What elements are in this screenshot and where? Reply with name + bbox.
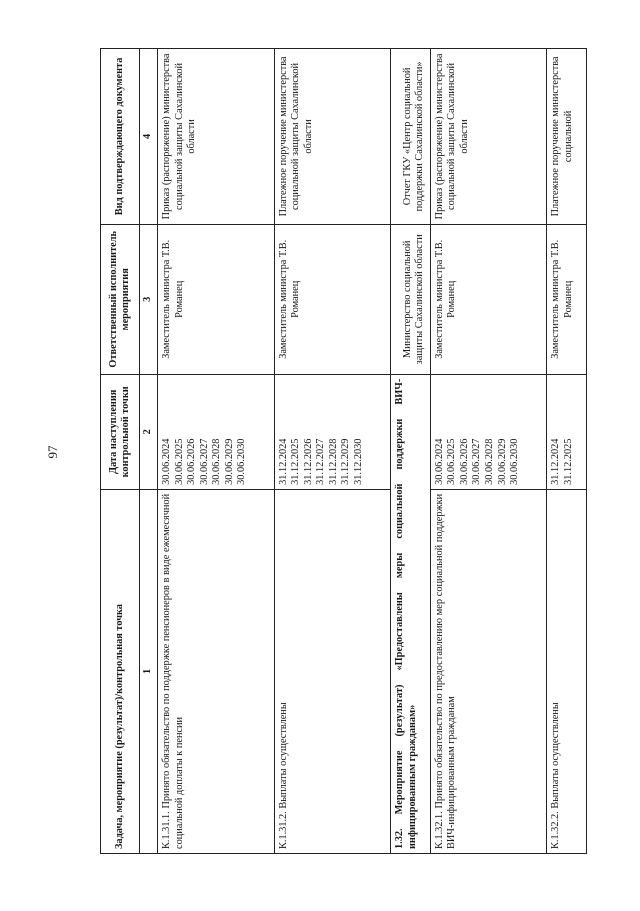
date-value: 30.06.2025 — [173, 438, 185, 485]
date-value: 30.06.2028 — [484, 438, 496, 485]
table-row — [547, 49, 587, 854]
date-value: 31.12.2027 — [315, 438, 327, 485]
date-value: 31.12.2026 — [302, 438, 314, 485]
date-value: 31.12.2025 — [563, 438, 575, 485]
column-number: 1 — [140, 489, 158, 853]
header-responsible: Ответственный исполнитель мероприятия — [101, 224, 140, 374]
date-value: 30.06.2029 — [496, 438, 508, 485]
column-number: 2 — [140, 374, 158, 489]
date-value: 30.06.2025 — [446, 438, 458, 485]
task-cell: К.1.31.2. Выплаты осуществлены — [274, 489, 391, 853]
header-task: Задача, мероприятие (результат)/контрольная точка — [101, 489, 140, 853]
document-cell: Приказ (распоряжение) министерства социальной защиты Сахалинской области — [430, 49, 547, 225]
responsible-cell: Заместитель министра Т.В. Романец — [158, 224, 275, 374]
table-header-row — [101, 49, 140, 854]
document-cell: Платежное поручение министерства социальной защиты Сахалинской области — [274, 49, 391, 225]
column-number-row — [140, 49, 158, 854]
date-value: 30.06.2026 — [186, 438, 198, 485]
responsible-cell: Заместитель министра Т.В. Романец — [430, 224, 547, 374]
table-row — [158, 49, 275, 854]
dates-cell — [158, 374, 275, 489]
date-value: 31.12.2029 — [340, 438, 352, 485]
document-cell: Отчет ГКУ «Центр социальной поддержки Сахалинской области» — [391, 49, 430, 225]
section-title: 1.32. Мероприятие (результат) «Предоставлены меры социальной поддержки ВИЧ-инфицированным гражданам» — [391, 374, 430, 853]
page-number: 97 — [45, 445, 60, 459]
date-value: 30.06.2026 — [458, 438, 470, 485]
dates-cell — [430, 374, 547, 489]
date-value: 31.12.2024 — [550, 438, 562, 485]
table-row — [274, 49, 391, 854]
task-cell: К.1.32.1. Принято обязательство по предоставлению мер социальной поддержки ВИЧ-инфицированным гражданам — [430, 489, 547, 853]
date-value: 31.12.2030 — [352, 438, 364, 485]
date-value: 31.12.2028 — [327, 438, 339, 485]
column-number: 3 — [140, 224, 158, 374]
date-value: 30.06.2027 — [198, 438, 210, 485]
document-cell: Приказ (распоряжение) министерства социальной защиты Сахалинской области — [158, 49, 275, 225]
header-date: Дата наступления контрольной точки — [101, 374, 140, 489]
date-value: 30.06.2030 — [236, 438, 248, 485]
task-cell: К.1.31.1. Принято обязательство по поддержке пенсионеров в виде ежемесячной социальной доплаты к пенсии — [158, 489, 275, 853]
responsible-cell: Заместитель министра Т.В. Романец — [274, 224, 391, 374]
responsible-cell: Заместитель министра Т.В. Романец — [547, 224, 587, 374]
date-value: 30.06.2030 — [509, 438, 521, 485]
responsible-cell: Министерство социальной защиты Сахалинской области — [391, 224, 430, 374]
dates-cell — [547, 374, 587, 489]
date-value: 30.06.2024 — [433, 438, 445, 485]
header-document: Вид подтверждающего документа — [101, 49, 140, 225]
date-value: 30.06.2029 — [223, 438, 235, 485]
dates-cell — [274, 374, 391, 489]
date-value: 30.06.2028 — [211, 438, 223, 485]
table-row — [430, 49, 547, 854]
control-points-table — [100, 48, 587, 854]
document-cell: Платежное поручение министерства социальной — [547, 49, 587, 225]
date-value: 31.12.2024 — [277, 438, 289, 485]
date-value: 30.06.2027 — [471, 438, 483, 485]
schedule-table-wrapper — [100, 48, 587, 854]
task-cell: К.1.32.2. Выплаты осуществлены — [547, 489, 587, 853]
date-value: 30.06.2024 — [161, 438, 173, 485]
date-value: 31.12.2025 — [290, 438, 302, 485]
section-row — [391, 49, 430, 854]
column-number: 4 — [140, 49, 158, 225]
